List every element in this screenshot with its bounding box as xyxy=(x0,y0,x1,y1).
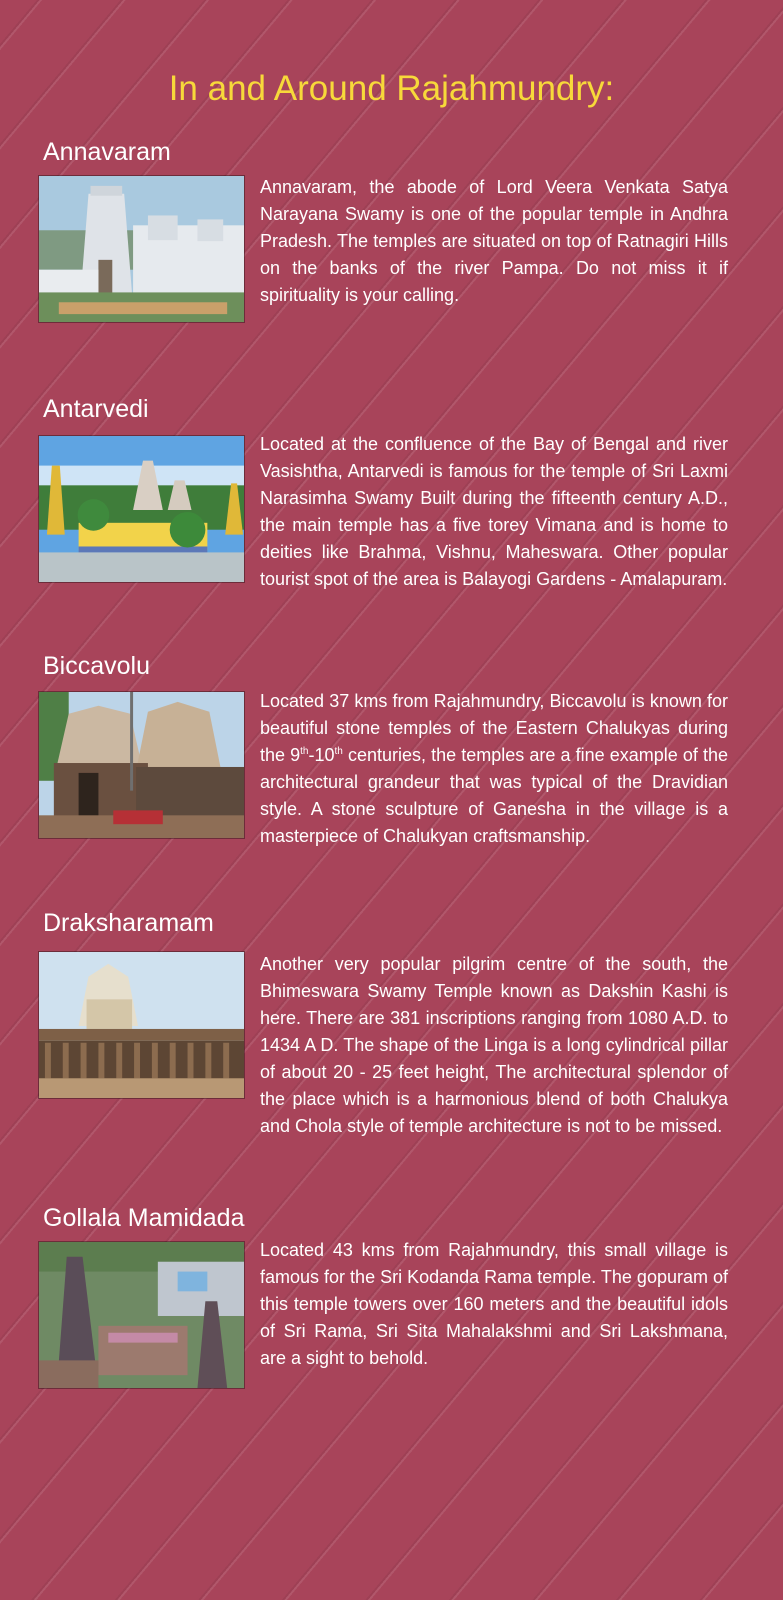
biccavolu-description-part-c: centuries, the temples are a fine example of the architectural grandeur that was typical of the Dravidian style. A stone sculpture of Ganesha in the village is a masterpiece of Chalukyan craftsmanship. xyxy=(260,745,728,846)
biccavolu-description-sup-2: th xyxy=(334,746,343,757)
biccavolu-description-part-b: -10 xyxy=(308,745,335,765)
section-heading-annavaram: Annavaram xyxy=(43,138,171,166)
section-heading-biccavolu: Biccavolu xyxy=(43,652,150,680)
annavaram-temple-photo xyxy=(38,175,245,323)
biccavolu-description-sup-1: th xyxy=(300,746,309,757)
gollala-mamidada-temple-photo xyxy=(38,1241,245,1389)
antarvedi-description: Located at the confluence of the Bay of Bengal and river Vasishtha, Antarvedi is famous for the temple of Sri Laxmi Narasimha Swamy Built during the fifteenth century A.D., the main temple has a five torey Vimana and is home to deities like Brahma, Vishnu, Maheswara. Other popular tourist spot of the area is Balayogi Gardens - Amalapuram. xyxy=(260,434,728,589)
gollala-mamidada-description: Located 43 kms from Rajahmundry, this small village is famous for the Sri Kodanda Rama temple. The gopuram of this temple towers over 160 meters and the beautiful idols of Sri Rama, Sri Sita Mahalakshmi and Sri Lakshmana, are a sight to behold. xyxy=(260,1240,728,1368)
section-heading-antarvedi: Antarvedi xyxy=(43,395,149,423)
draksharamam-temple-photo xyxy=(38,951,245,1099)
section-heading-draksharamam: Draksharamam xyxy=(43,909,214,937)
biccavolu-description-part-a: Located 37 kms from Rajahmundry, Biccavolu is known for beautiful stone temples of the Eastern Chalukyas during the 9 xyxy=(260,691,728,765)
page-title: In and Around Rajahmundry: xyxy=(168,69,615,108)
biccavolu-temple-photo xyxy=(38,691,245,839)
annavaram-description: Annavaram, the abode of Lord Veera Venkata Satya Narayana Swamy is one of the popular temple in Andhra Pradesh. The temples are situated on top of Ratnagiri Hills on the banks of the river Pampa. Do not miss it if spirituality is your calling. xyxy=(260,177,728,305)
draksharamam-description: Another very popular pilgrim centre of the south, the Bhimeswara Swamy Temple known as Dakshin Kashi is here. There are 381 inscriptions ranging from 1080 A.D. to 1434 A D. The shape of the Linga is a long cylindrical pillar of about 20 - 25 feet height, The architectural splendor of the place which is a harmonious blend of both Chalukya and Chola style of temple architecture is not to be missed. xyxy=(260,954,728,1136)
section-heading-gollala-mamidada: Gollala Mamidada xyxy=(43,1204,245,1232)
antarvedi-temple-photo xyxy=(38,435,245,583)
biccavolu-description xyxy=(260,688,728,850)
